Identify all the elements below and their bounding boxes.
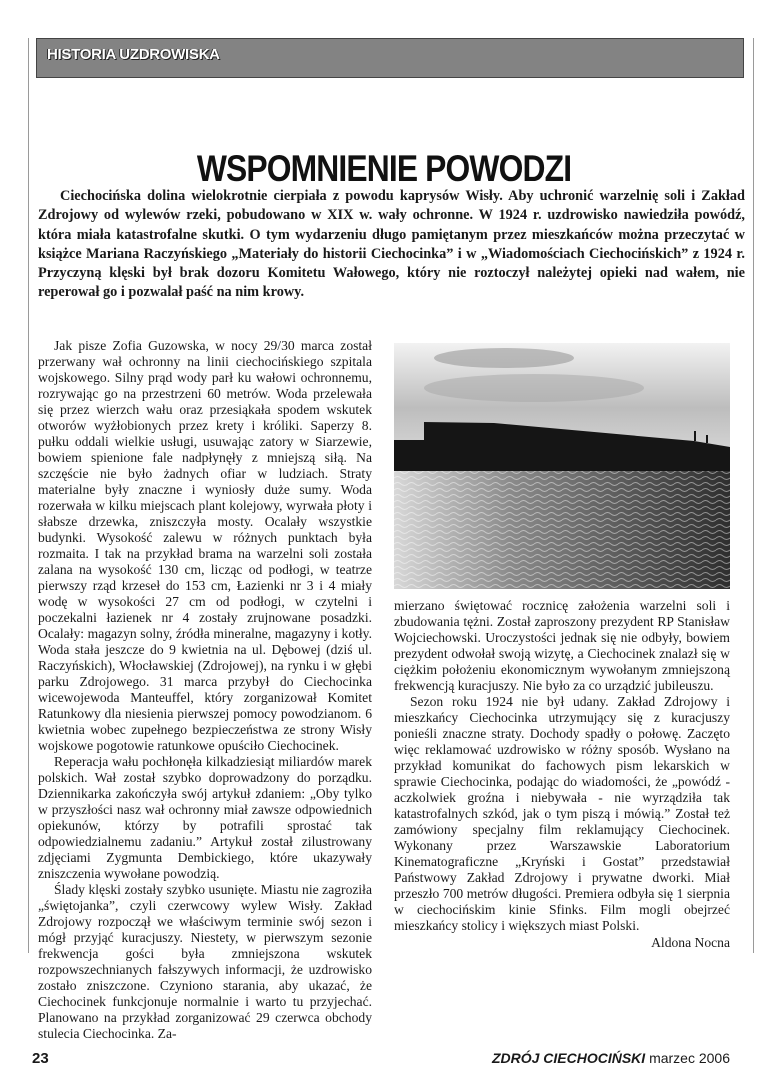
section-header-bar [36,38,744,78]
photo-cloud [424,374,644,402]
right-column [394,338,730,951]
article-title: WSPOMNIENIE POWODZI [196,148,572,189]
footer-masthead [492,1050,730,1066]
page-footer [32,1050,730,1067]
article-columns [38,338,730,1042]
paragraph: mierzano świętować rocznicę założenia warzelni soli i zbudowania tężni. Został zaproszony prezydent RP Stanisław Wojciechowski. Uroczystości jednak się nie odbyły, bowiem prezydent odwołał swoją wizytę, a Ciechocinek znalazł się w ciężkim położeniu ekonomicznym wywołanym zmniejszoną frekwencją kuracjuszy. Nie było za co urządzić jubileuszu. [394,598,730,693]
article-body [32,338,730,1067]
right-column-text [394,598,730,951]
frame-left-rule [28,38,29,953]
issue-date: marzec 2006 [649,1050,730,1066]
article-lead: Ciechocińska dolina wielokrotnie cierpiała z powodu kaprysów Wisły. Aby uchronić warzelnię soli i Zakład Zdrojowy od wylewów rzeki, pobudowano w XIX w. wały ochronne. W 1924 r. uzdrowisko nawiedziła powódź, która miała katastrofalne skutki. O tym wydarzeniu długo pamiętanym przez mieszkańców można przeczytać w książce Mariana Raczyńskiego „Materiały do historii Ciechocinka” i w „Wiadomościach Ciechocińskich” z 1924 r. Przyczyną klęski był brak dozoru Komitetu Wałowego, który nie roztoczył należytej opieki nad wałem, nie reperował go i pozwalał paść na nim krowy. [38,188,745,301]
left-column [38,338,372,1042]
photo-mast [694,431,696,441]
author-signature: Aldona Nocna [651,935,730,950]
section-label: HISTORIA UZDROWISKA [47,46,220,63]
paragraph: Ślady klęski zostały szybko usunięte. Miastu nie zagroziła „świętojanka”, czyli czerwcowy wylew Wisły. Zakład Zdrojowy rozpoczął we właściwym terminie swój sezon i mógł przyjąć kuracjuszy. Niestety, w pierwszym sezonie frekwencja gości była zmniejszona wskutek rozpowszechnianych fałszywych informacji, że uzdrowisko zostało zniszczone. Czyniono starania, aby ukazać, że Ciechocinek funkcjonuje normalnie i warto tu przyjechać. Planowano na przykład zorganizować 29 czerwca obchody stulecia Ciechocinka. Za- [38,882,372,1041]
photo-ripples [394,471,730,589]
magazine-name: ZDRÓJ CIECHOCIŃSKI [491,1050,646,1066]
paragraph: Sezon roku 1924 nie był udany. Zakład Zdrojowy i mieszkańcy Ciechocinka utrzymujący się z kuracjuszy ponieśli znaczne straty. Dochody spadły o połowę. Zaczęto więc reklamować uzdrowisko w różny sposób. Wysłano na przykład komunikat do fachowych pism lekarskich w sprawie Ciechocinka, podając do wiadomości, że „powódź - aczkolwiek groźna i niebywała - nie wyrządziła tak katastrofalnych szkód, jak o tym piszą i mówią.” Został też zamówiony specjalny film reklamujący Ciechocinek. Wykonany przez Warszawskie Laboratorium Kinematograficzne „Kryński i Gostat” przedstawiał Państwowy Zakład Zdrojowy i prywatne dworki. Miał przeszło 700 metrów długości. Premiera odbyła się 1 sierpnia w ciechocińskim kinie Sfinks. Film mogli obejrzeć mieszkańcy stolicy i większych miast Polski. [394,694,730,933]
photo-mast [706,435,708,443]
frame-right-rule [753,38,754,953]
paragraph: Jak pisze Zofia Guzowska, w nocy 29/30 marca został przerwany wał ochronny na linii ciechocińskiego szpitala wojskowego. Silny prąd wody parł ku wałowi ochronnemu, rozrywając go na przestrzeni 60 metrów. Woda przelewała się przez wierzch wału oraz przesiąkała spodem wskutek otworów wyżłobionych przez krety i króliki. Saperzy 8. pułku oddali wielkie usługi, usuwając zatory w Siarzewie, bowiem spienione fale nadpłynęły z mniejszą siłą. Na szczęście nie było żadnych ofiar w ludziach. Straty materialne były znaczne i wyniosły duże sumy. Woda rozerwała w kilku miejscach plant kolejowy, wyrwała płoty i słabsze drzewka, zniszczyła mosty. Ocalały wszystkie budynki. Wysokość zalewu w różnych punktach była rozmaita. I tak na przykład brama na warzelni soli została zalana na wysokość 130 cm, licząc od podłogi, w teatrze pierwszy rząd krzeseł do 153 cm, Łazienki nr 3 i 4 miały wodę w wysokości 27 cm od podłogi, w czytelni i poczekalni łazienek nr 4 zostały zrujnowane posadzki. Ocalały: magazyn solny, źródła mineralne, magazyny i kotły. Woda stała jeszcze do 9 kwietnia na ul. Dębowej (dziś ul. Raczyńskich), Włocławskiej (Zdrojowej), na rynku i w głębi parku Zdrojowego. 31 marca przybył do Ciechocinka wicewojewoda Manteuffel, który zorganizował Komitet Ratunkowy dla niesienia pierwszej pomocy powodzianom. 6 kwietnia wobec zupełnego bezpieczeństwa ze strony Wisły wojskowe pogotowie ratunkowe opuściło Ciechocinek. [38,338,372,753]
photo-cloud [434,348,574,368]
page-number: 23 [32,1050,49,1067]
paragraph: Reperacja wału pochłonęła kilkadziesiąt miliardów marek polskich. Wał został szybko doprowadzony do porządku. Dziennikarka zakończyła swój artykuł zdaniem: „Oby tylko w przyszłości nasz wał ochronny miał zawsze odpowiednich opiekunów, którzy by potrafili sprostać tak odpowiedzialnemu zadaniu.” Artykuł został zilustrowany zdjęciami Zygmunta Dembickiego, które ukazywały zniszczenia wywołane powodzią. [38,754,372,881]
flood-photo [394,343,730,589]
